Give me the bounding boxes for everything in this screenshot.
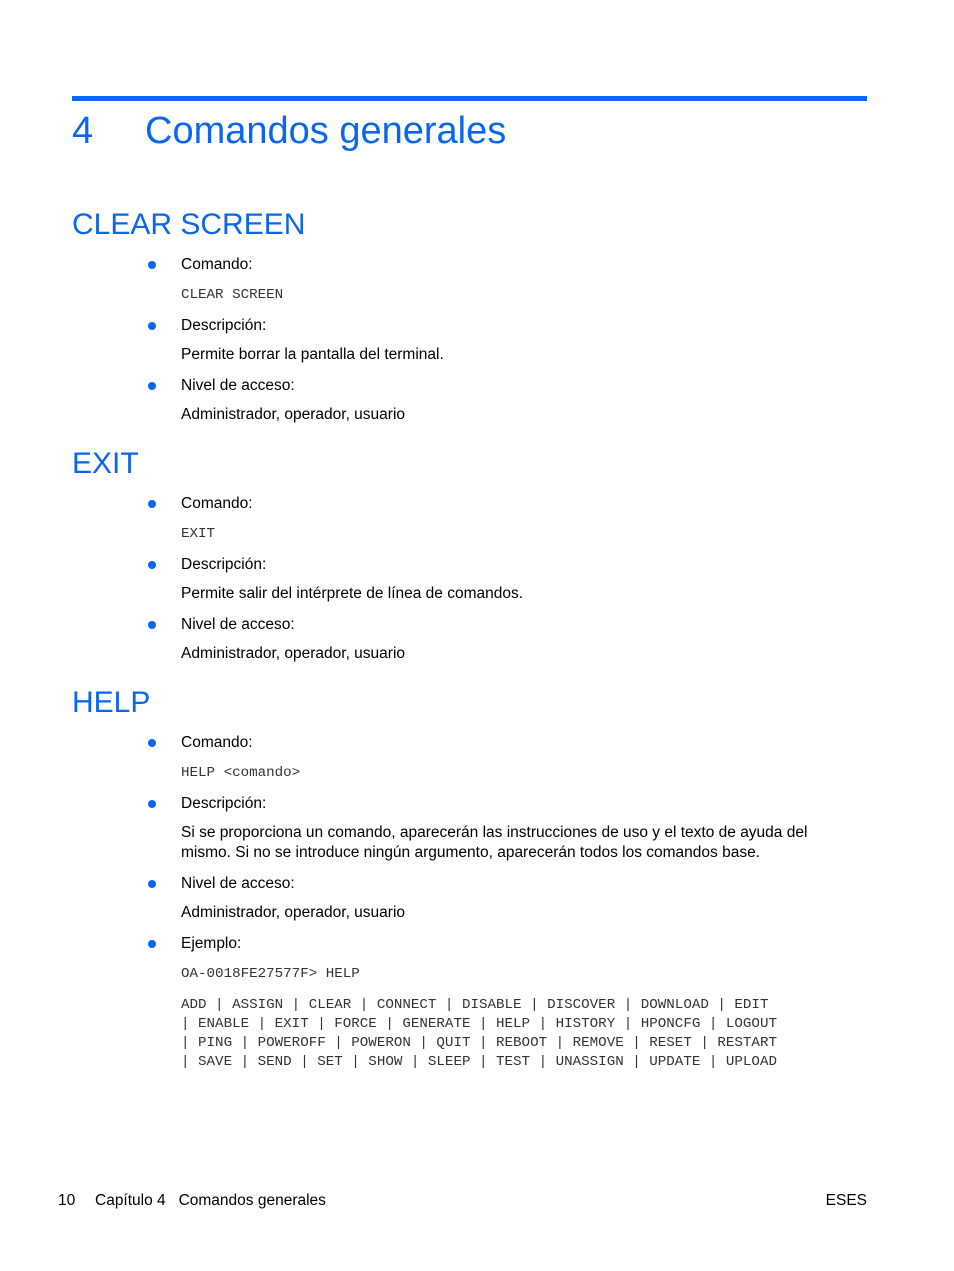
footer-chapter-ref: Capítulo 4 Comandos generales <box>95 1192 326 1209</box>
description-text: Si se proporciona un comando, aparecerán las instrucciones de uso y el texto de ayuda del mismo. Si no se introduce ningún argumento, aparecerán todos los comandos base. <box>181 824 808 862</box>
chapter-number: 4 <box>72 110 94 152</box>
example-output-line: ADD | ASSIGN | CLEAR | CONNECT | DISABLE | DISCOVER | DOWNLOAD | EDIT <box>181 996 769 1013</box>
access-label: Nivel de acceso: <box>181 875 295 893</box>
access-label: Nivel de acceso: <box>181 616 295 634</box>
access-text: Administrador, operador, usuario <box>181 406 406 424</box>
command-label: Comando: <box>181 256 253 273</box>
chapter-rule <box>72 96 867 101</box>
section-title: EXIT <box>72 447 139 480</box>
bullet-icon <box>148 561 156 569</box>
command-code: EXIT <box>181 526 216 542</box>
description-item <box>72 316 872 365</box>
description-text: Permite salir del intérprete de línea de comandos. <box>181 585 524 603</box>
command-code: HELP <comando> <box>181 765 301 781</box>
example-output <box>181 996 872 1073</box>
command-item <box>72 494 872 544</box>
description-text: Permite borrar la pantalla del terminal. <box>181 346 444 364</box>
access-text: Administrador, operador, usuario <box>181 645 406 663</box>
access-item <box>72 376 872 425</box>
access-label: Nivel de acceso: <box>181 377 295 395</box>
access-item <box>72 615 872 664</box>
command-label: Comando: <box>181 495 253 512</box>
example-prompt: OA-0018FE27577F> HELP <box>181 966 360 983</box>
section-exit <box>72 446 872 664</box>
example-item <box>72 934 872 1072</box>
command-label: Comando: <box>181 734 253 751</box>
bullet-icon <box>148 880 156 888</box>
footer-language: ESES <box>825 1192 867 1209</box>
description-item <box>72 794 872 863</box>
description-label: Descripción: <box>181 317 267 335</box>
bullet-icon <box>148 322 156 330</box>
example-output-line: | ENABLE | EXIT | FORCE | GENERATE | HELP | HISTORY | HPONCFG | LOGOUT <box>181 1015 777 1032</box>
bullet-icon <box>148 940 156 948</box>
description-label: Descripción: <box>181 795 267 813</box>
page-number: 10 <box>58 1192 76 1209</box>
command-item <box>72 733 872 783</box>
description-label: Descripción: <box>181 556 267 574</box>
section-help <box>72 685 872 1073</box>
bullet-icon <box>148 739 156 747</box>
bullet-icon <box>148 261 156 269</box>
page-footer <box>58 1191 867 1211</box>
bullet-icon <box>148 621 156 629</box>
access-item <box>72 874 872 923</box>
example-label: Ejemplo: <box>181 935 242 953</box>
section-clear-screen <box>72 207 872 425</box>
section-title: HELP <box>72 686 151 719</box>
chapter-title-text: Comandos generales <box>145 110 507 152</box>
example-output-line: | PING | POWEROFF | POWERON | QUIT | REBOOT | REMOVE | RESET | RESTART <box>181 1035 777 1052</box>
section-title: CLEAR SCREEN <box>72 208 306 241</box>
command-code: CLEAR SCREEN <box>181 287 284 303</box>
bullet-icon <box>148 500 156 508</box>
bullet-icon <box>148 382 156 390</box>
description-item <box>72 555 872 604</box>
command-item <box>72 255 872 305</box>
bullet-icon <box>148 800 156 808</box>
example-output-line: | SAVE | SEND | SET | SHOW | SLEEP | TEST | UNASSIGN | UPDATE | UPLOAD <box>181 1054 777 1071</box>
chapter-title <box>72 104 506 158</box>
access-text: Administrador, operador, usuario <box>181 904 406 922</box>
